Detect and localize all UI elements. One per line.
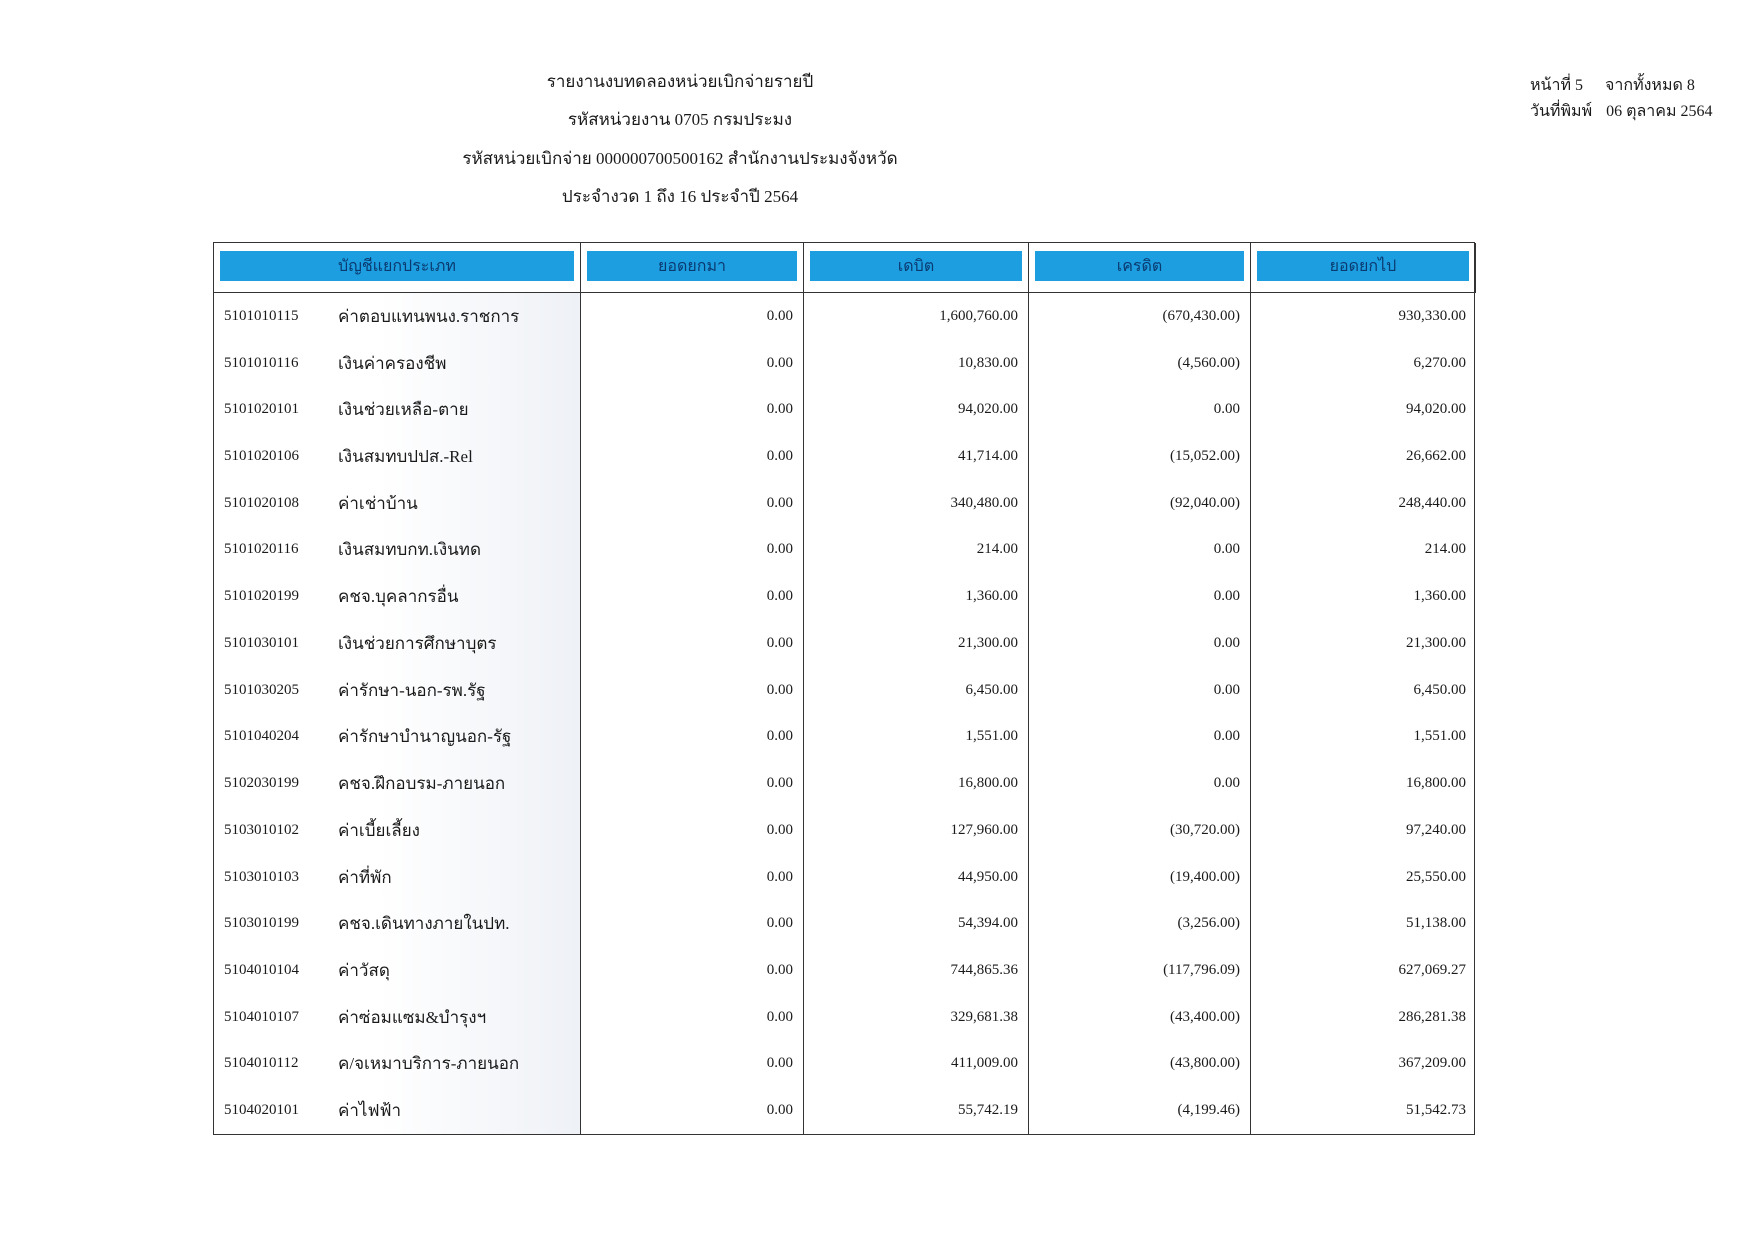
table-row-account [214, 994, 581, 1041]
account-name: ค่าซ่อมแซม&บำรุงฯ [338, 1007, 487, 1027]
header-cell-debit [804, 243, 1029, 293]
column-header-brought-forward: ยอดยกมา [587, 251, 797, 281]
brought-forward-value: 0.00 [581, 1087, 804, 1134]
table-row-account [214, 713, 581, 760]
table-row-account [214, 854, 581, 901]
account-name: ค่าเช่าบ้าน [338, 493, 418, 513]
brought-forward-value: 0.00 [581, 713, 804, 760]
credit-value: (3,256.00) [1029, 900, 1251, 947]
disbursement-unit-line: รหัสหน่วยเบิกจ่าย 000000700500162 สำนักงานประมงจังหวัด [462, 149, 898, 168]
carried-forward-value: 25,550.00 [1406, 868, 1466, 885]
account-code: 5101030101 [224, 634, 299, 651]
account-code: 5103010103 [224, 868, 299, 885]
debit-value: 55,742.19 [804, 1087, 1029, 1134]
account-name: คชจ.บุคลากรอื่น [338, 587, 459, 607]
table-row-account [214, 1041, 581, 1088]
carried-forward-value: 16,800.00 [1406, 775, 1466, 792]
brought-forward-value: 0.00 [581, 293, 804, 340]
account-name: ค่าวัสดุ [338, 960, 390, 980]
carried-forward-value: 627,069.27 [1398, 961, 1466, 978]
credit-value: (15,052.00) [1029, 433, 1251, 480]
account-code: 5101010116 [224, 354, 299, 371]
credit-value: (4,199.46) [1029, 1087, 1251, 1134]
credit-value: (92,040.00) [1029, 480, 1251, 527]
carried-forward-value: 51,138.00 [1406, 915, 1466, 932]
debit-value: 44,950.00 [804, 854, 1029, 901]
table-row-account [214, 667, 581, 714]
account-name: ค่าที่พัก [338, 867, 392, 887]
account-name: ค่ารักษาบำนาญนอก-รัฐ [338, 727, 512, 747]
table-row-account [214, 620, 581, 667]
carried-forward-value: 1,551.00 [1413, 728, 1466, 745]
brought-forward-value: 0.00 [581, 340, 804, 387]
carried-forward-value: 21,300.00 [1406, 634, 1466, 651]
debit-value: 1,551.00 [804, 713, 1029, 760]
account-code: 5101040204 [224, 728, 299, 745]
carried-forward-value: 367,209.00 [1398, 1055, 1466, 1072]
header-cell-account [214, 243, 581, 293]
credit-value: (117,796.09) [1029, 947, 1251, 994]
debit-value: 744,865.36 [804, 947, 1029, 994]
carried-forward-value: 6,270.00 [1413, 354, 1466, 371]
debit-value: 127,960.00 [804, 807, 1029, 854]
debit-value: 54,394.00 [804, 900, 1029, 947]
credit-value: (30,720.00) [1029, 807, 1251, 854]
account-code: 5101020101 [224, 401, 299, 418]
debit-value: 1,600,760.00 [804, 293, 1029, 340]
credit-value: 0.00 [1029, 527, 1251, 574]
agency-code-line: รหัสหน่วยงาน 0705 กรมประมง [567, 110, 793, 129]
credit-value: (43,800.00) [1029, 1041, 1251, 1088]
carried-forward-value: 930,330.00 [1398, 307, 1466, 324]
table-row-account [214, 527, 581, 574]
brought-forward-value: 0.00 [581, 807, 804, 854]
account-name: ค่าเบี้ยเลี้ยง [338, 820, 420, 840]
credit-value: (670,430.00) [1029, 293, 1251, 340]
debit-value: 340,480.00 [804, 480, 1029, 527]
account-code: 5103010102 [224, 821, 299, 838]
print-date: 06 ตุลาคม 2564 [1606, 103, 1713, 120]
table-row-account [214, 760, 581, 807]
brought-forward-value: 0.00 [581, 433, 804, 480]
page-label: หน้าที่ 5 [1530, 77, 1584, 94]
carried-forward-value: 6,450.00 [1413, 681, 1466, 698]
carried-forward-value: 26,662.00 [1406, 448, 1466, 465]
header-cell-carried-forward [1251, 243, 1476, 293]
column-header-credit: เครดิต [1035, 251, 1244, 281]
brought-forward-value: 0.00 [581, 620, 804, 667]
brought-forward-value: 0.00 [581, 573, 804, 620]
account-code: 5103010199 [224, 915, 299, 932]
account-name: คชจ.ฝึกอบรม-ภายนอก [338, 774, 506, 794]
account-name: เงินค่าครองชีพ [338, 353, 447, 373]
carried-forward-value: 248,440.00 [1398, 494, 1466, 511]
account-name: คชจ.เดินทางภายในปท. [338, 914, 510, 934]
credit-value: 0.00 [1029, 620, 1251, 667]
brought-forward-value: 0.00 [581, 760, 804, 807]
table-row-account [214, 293, 581, 340]
report-title: รายงานงบทดลองหน่วยเบิกจ่ายรายปี [546, 72, 814, 91]
table-row-account [214, 573, 581, 620]
debit-value: 1,360.00 [804, 573, 1029, 620]
carried-forward-value: 51,542.73 [1406, 1102, 1466, 1119]
credit-value: 0.00 [1029, 760, 1251, 807]
brought-forward-value: 0.00 [581, 854, 804, 901]
carried-forward-value: 97,240.00 [1406, 821, 1466, 838]
credit-value: 0.00 [1029, 386, 1251, 433]
account-name: ค่าตอบแทนพนง.ราชการ [338, 306, 520, 326]
debit-value: 411,009.00 [804, 1041, 1029, 1088]
debit-value: 94,020.00 [804, 386, 1029, 433]
brought-forward-value: 0.00 [581, 667, 804, 714]
carried-forward-value: 286,281.38 [1398, 1008, 1466, 1025]
account-code: 5101030205 [224, 681, 299, 698]
table-row-account [214, 386, 581, 433]
credit-value: 0.00 [1029, 667, 1251, 714]
debit-value: 16,800.00 [804, 760, 1029, 807]
table-row-account [214, 340, 581, 387]
print-date-label: วันที่พิมพ์ [1530, 103, 1593, 120]
account-code: 5104020101 [224, 1102, 299, 1119]
account-code: 5101010115 [224, 307, 299, 324]
account-code: 5104010112 [224, 1055, 299, 1072]
credit-value: 0.00 [1029, 573, 1251, 620]
debit-value: 41,714.00 [804, 433, 1029, 480]
brought-forward-value: 0.00 [581, 947, 804, 994]
debit-value: 214.00 [804, 527, 1029, 574]
table-row-account [214, 1087, 581, 1134]
column-header-carried-forward: ยอดยกไป [1257, 251, 1469, 281]
credit-value: (43,400.00) [1029, 994, 1251, 1041]
table-row-account [214, 433, 581, 480]
table-row-account [214, 947, 581, 994]
header-cell-credit [1029, 243, 1251, 293]
debit-value: 21,300.00 [804, 620, 1029, 667]
brought-forward-value: 0.00 [581, 994, 804, 1041]
column-header-account: บัญชีแยกประเภท [220, 251, 574, 281]
account-name: เงินช่วยเหลือ-ตาย [338, 400, 469, 420]
account-name: ค/จเหมาบริการ-ภายนอก [338, 1054, 520, 1074]
account-code: 5104010104 [224, 961, 299, 978]
page-number-info [1530, 76, 1695, 96]
account-code: 5101020108 [224, 494, 299, 511]
account-code: 5101020116 [224, 541, 299, 558]
brought-forward-value: 0.00 [581, 386, 804, 433]
account-name: ค่าไฟฟ้า [338, 1101, 402, 1121]
table-row-account [214, 807, 581, 854]
page-total-label: จากทั้งหมด 8 [1605, 77, 1695, 94]
carried-forward-value: 94,020.00 [1406, 401, 1466, 418]
brought-forward-value: 0.00 [581, 900, 804, 947]
account-code: 5104010107 [224, 1008, 299, 1025]
account-code: 5101020199 [224, 588, 299, 605]
table-row-account [214, 900, 581, 947]
carried-forward-value: 214.00 [1424, 541, 1466, 558]
debit-value: 10,830.00 [804, 340, 1029, 387]
header-cell-brought-forward [581, 243, 804, 293]
period-line: ประจำงวด 1 ถึง 16 ประจำปี 2564 [561, 187, 799, 206]
carried-forward-value: 1,360.00 [1413, 588, 1466, 605]
trial-balance-table [213, 242, 1475, 1135]
credit-value: 0.00 [1029, 713, 1251, 760]
debit-value: 6,450.00 [804, 667, 1029, 714]
credit-value: (19,400.00) [1029, 854, 1251, 901]
account-name: เงินช่วยการศึกษาบุตร [338, 633, 497, 653]
account-code: 5101020106 [224, 448, 299, 465]
table-row-account [214, 480, 581, 527]
account-name: เงินสมทบกท.เงินทด [338, 540, 482, 560]
account-name: ค่ารักษา-นอก-รพ.รัฐ [338, 680, 486, 700]
account-code: 5102030199 [224, 775, 299, 792]
account-name: เงินสมทบปปส.-Rel [338, 447, 473, 467]
brought-forward-value: 0.00 [581, 1041, 804, 1088]
brought-forward-value: 0.00 [581, 527, 804, 574]
column-header-debit: เดบิต [810, 251, 1022, 281]
credit-value: (4,560.00) [1029, 340, 1251, 387]
brought-forward-value: 0.00 [581, 480, 804, 527]
print-date-info [1530, 102, 1713, 122]
debit-value: 329,681.38 [804, 994, 1029, 1041]
